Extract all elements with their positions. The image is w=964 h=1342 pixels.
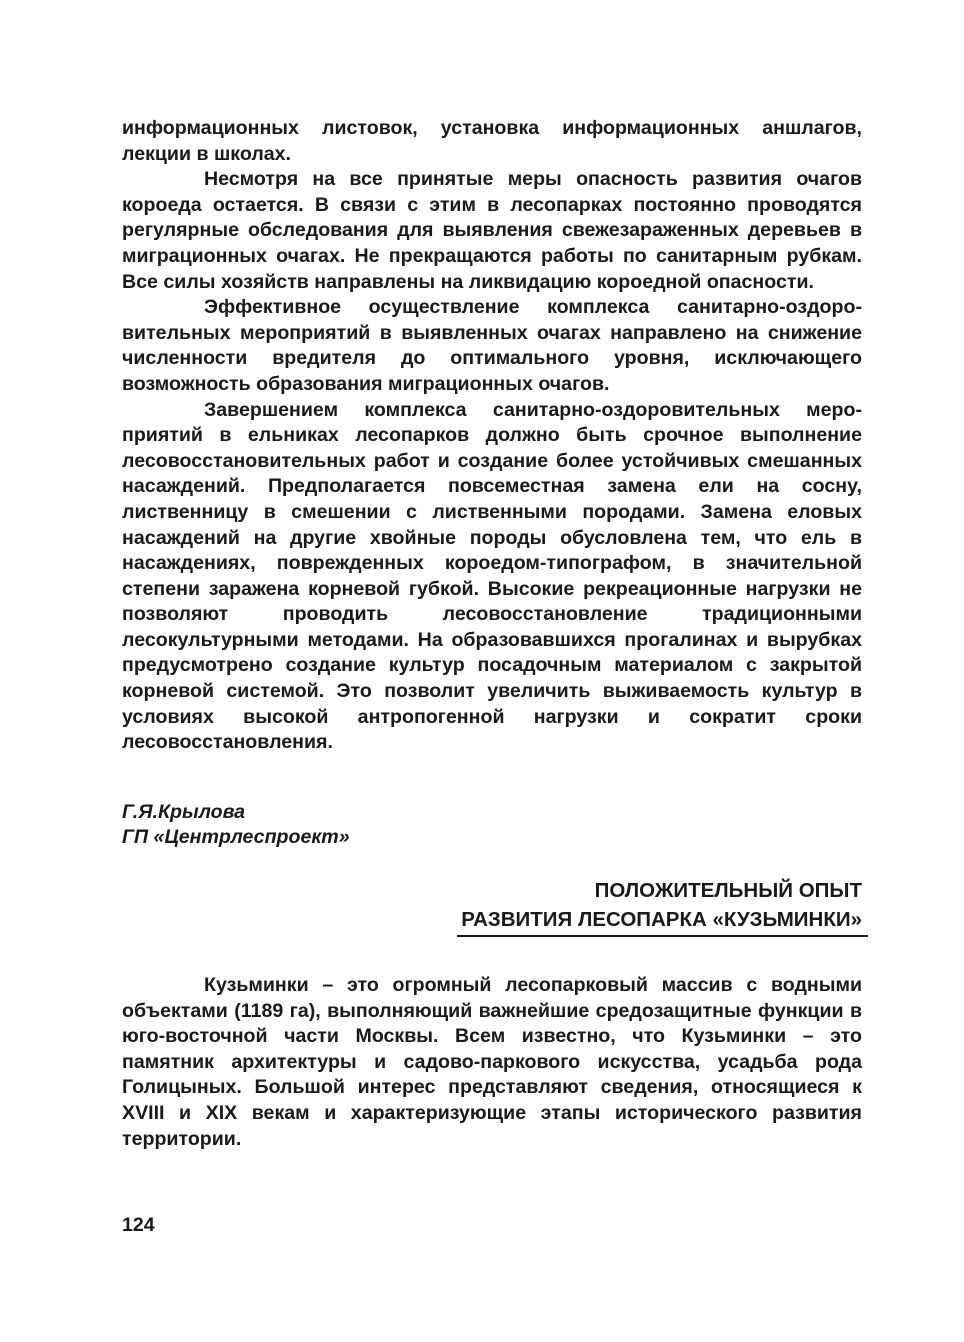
author-organization: ГП «Центрлеспроект»	[122, 826, 350, 849]
paragraph: Завершением комплекса санитарно-оздоровительных мероприятий в ельниках лесопарков должно быть срочное выполнение лесовосстановительных работ и создание более устойчивых смешанных насаждений. Предполагается повсеместная замена ели на сосну, лиственницу в смешении с лиственными породами. Замена еловых насаждений на другие хвойные породы обусловлена тем, что ель в насаждениях, поврежденных короедом-типографом, в значительной степени заражена корневой губкой. Высокие рекреационные нагрузки не позволяют проводить лесовосстановление традиционными лесокультурными методами. На образовавшихся прогалинах и вырубках предусмотрено создание культур посадочным материалом с закрытой корневой системой. Это позволит увеличить выживаемость культур в условиях высокой антропогенной нагрузки и сократит сроки лесовосстановления.	[122, 398, 862, 754]
section-title	[122, 877, 862, 937]
paragraph: Кузьминки – это огромный лесопарковый массив с водными объектами (1189 га), выполняющий важнейшие средозащитные функции в юго-восточной части Москвы. Всем известно, что Кузьминки – это памятник архитектуры и садово-паркового искусства, усадьба рода Голицыных. Большой интерес представляют сведения, относящиеся к XVIII и XIX векам и характеризующие этапы исторического развития территории.	[122, 974, 862, 1150]
page-content	[122, 116, 862, 1152]
section-body	[122, 973, 862, 1152]
author-block	[122, 800, 862, 851]
paragraph: информационных листовок, установка информационных аншлагов, лекции в школах.	[122, 117, 862, 165]
section-title-line-1: ПОЛОЖИТЕЛЬНЫЙ ОПЫТ	[594, 879, 862, 903]
section-title-line-2: РАЗВИТИЯ ЛЕСОПАРКА «КУЗЬМИНКИ»	[457, 906, 868, 938]
author-name: Г.Я.Крылова	[122, 800, 246, 823]
page-number: 124	[122, 1214, 155, 1236]
paragraph: Эффективное осуществление комплекса санитарно-оздоровительных мероприятий в выявленных очагах направлено на снижение численности вредителя до оптимального уровня, исключающего возможность образования миграционных очагов.	[122, 296, 862, 395]
paragraph: Несмотря на все принятые меры опасность развития очагов короеда остается. В связи с этим в лесопарках постоянно проводятся регулярные обследования для выявления свежезараженных деревьев в миграционных очагах. Не прекращаются работы по санитарным рубкам. Все силы хозяйств направлены на ликвидацию короедной опасности.	[122, 168, 862, 293]
